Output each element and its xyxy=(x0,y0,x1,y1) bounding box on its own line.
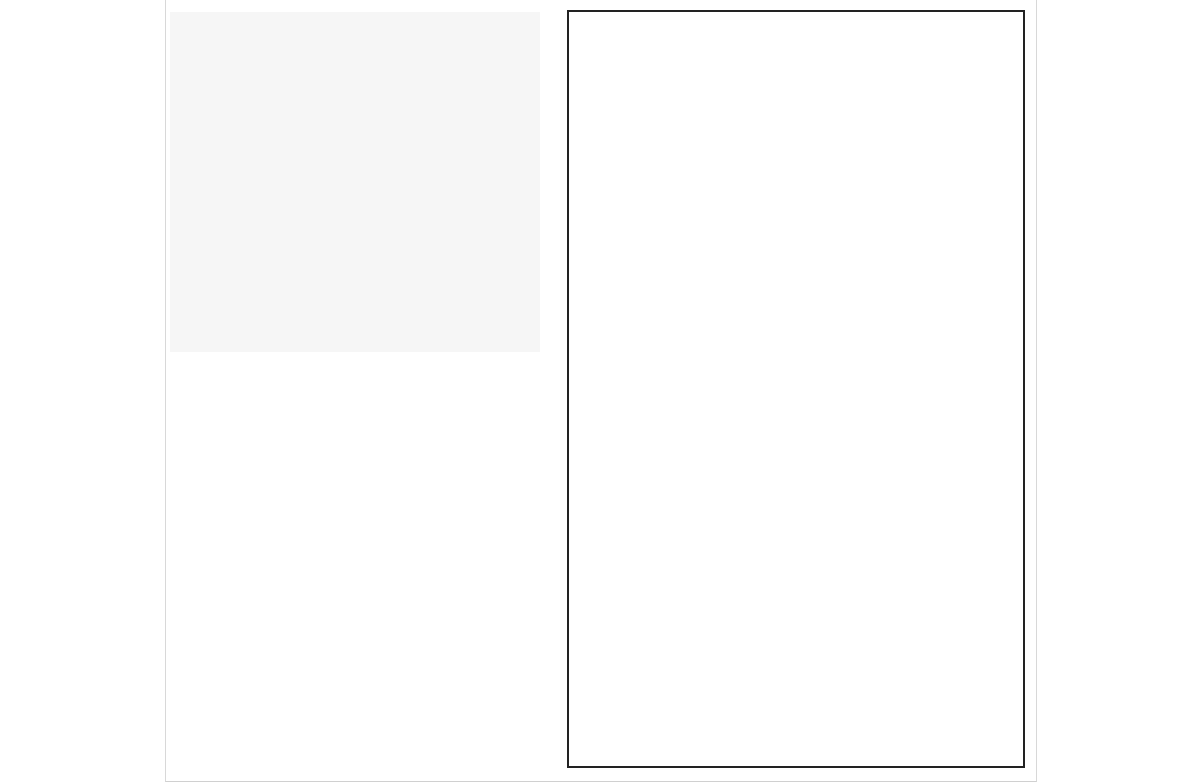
record-panel xyxy=(170,12,540,352)
notes-box xyxy=(567,10,1025,768)
